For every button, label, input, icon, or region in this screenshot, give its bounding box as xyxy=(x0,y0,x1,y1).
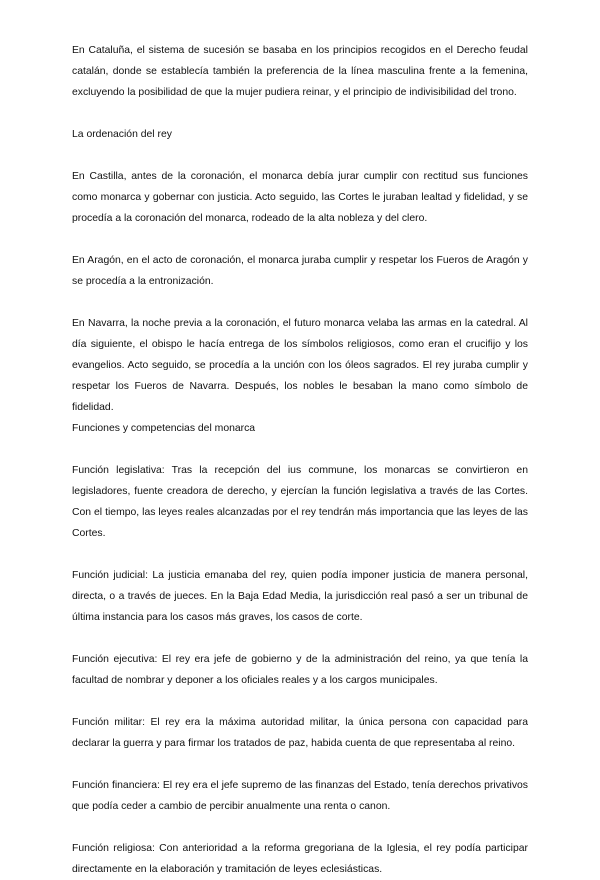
spacer xyxy=(72,691,528,712)
paragraph-funcion-financiera: Función financiera: El rey era el jefe supremo de las finanzas del Estado, tenía derechos privativos que podía ceder a cambio de percibir anualmente una renta o canon. xyxy=(72,780,528,812)
paragraph-aragon: En Aragón, en el acto de coronación, el monarca juraba cumplir y respetar los Fueros de Aragón y se procedía a la entronización. xyxy=(72,255,528,287)
spacer xyxy=(72,229,528,250)
paragraph-funcion-religiosa: Función religiosa: Con anterioridad a la reforma gregoriana de la Iglesia, el rey podía participar directamente en la elaboración y tramitación de leyes eclesiásticas. xyxy=(72,843,528,875)
paragraph-cataluna: En Cataluña, el sistema de sucesión se basaba en los principios recogidos en el Derecho feudal catalán, donde se establecía también la preferencia de la línea masculina frente a la femenina, excluyendo la posibilidad de que la mujer pudiera reinar, y el principio de indivisibilidad del trono. xyxy=(72,45,528,98)
paragraph-funcion-judicial: Función judicial: La justicia emanaba del rey, quien podía imponer justicia de manera personal, directa, o a través de jueces. En la Baja Edad Media, la jurisdicción real pasó a ser un tribunal de última instancia para los casos más graves, los casos de corte. xyxy=(72,570,528,623)
spacer xyxy=(72,544,528,565)
paragraph-castilla: En Castilla, antes de la coronación, el monarca debía jurar cumplir con rectitud sus funciones como monarca y gobernar con justicia. Acto seguido, las Cortes le juraban lealtad y fidelidad, y se procedía a la coronación del monarca, rodeado de la alta nobleza y del clero. xyxy=(72,171,528,224)
spacer xyxy=(72,439,528,460)
heading-funciones: Funciones y competencias del monarca xyxy=(72,423,256,434)
document-page xyxy=(72,40,528,880)
spacer xyxy=(72,103,528,124)
heading-ordenacion: La ordenación del rey xyxy=(72,129,172,140)
spacer xyxy=(72,292,528,313)
spacer xyxy=(72,754,528,775)
paragraph-navarra: En Navarra, la noche previa a la coronación, el futuro monarca velaba las armas en la catedral. Al día siguiente, el obispo le hacía entrega de los símbolos religiosos, como eran el crucifijo y los evangelios. Acto seguido, se procedía a la unción con los óleos sagrados. El rey juraba cumplir y respetar los Fueros de Navarra. Después, los nobles le besaban la mano como símbolo de fidelidad. xyxy=(72,318,528,413)
spacer xyxy=(72,817,528,838)
paragraph-funcion-militar: Función militar: El rey era la máxima autoridad militar, la única persona con capacidad para declarar la guerra y para firmar los tratados de paz, habida cuenta de que representaba al reino. xyxy=(72,717,528,749)
paragraph-funcion-ejecutiva: Función ejecutiva: El rey era jefe de gobierno y de la administración del reino, ya que tenía la facultad de nombrar y deponer a los oficiales reales y a los cargos municipales. xyxy=(72,654,528,686)
paragraph-funcion-legislativa: Función legislativa: Tras la recepción del ius commune, los monarcas se convirtieron en legisladores, fuente creadora de derecho, y ejercían la función legislativa a través de las Cortes. Con el tiempo, las leyes reales alcanzadas por el rey tendrán más importancia que las leyes de las Cortes. xyxy=(72,465,528,539)
spacer xyxy=(72,145,528,166)
spacer xyxy=(72,628,528,649)
